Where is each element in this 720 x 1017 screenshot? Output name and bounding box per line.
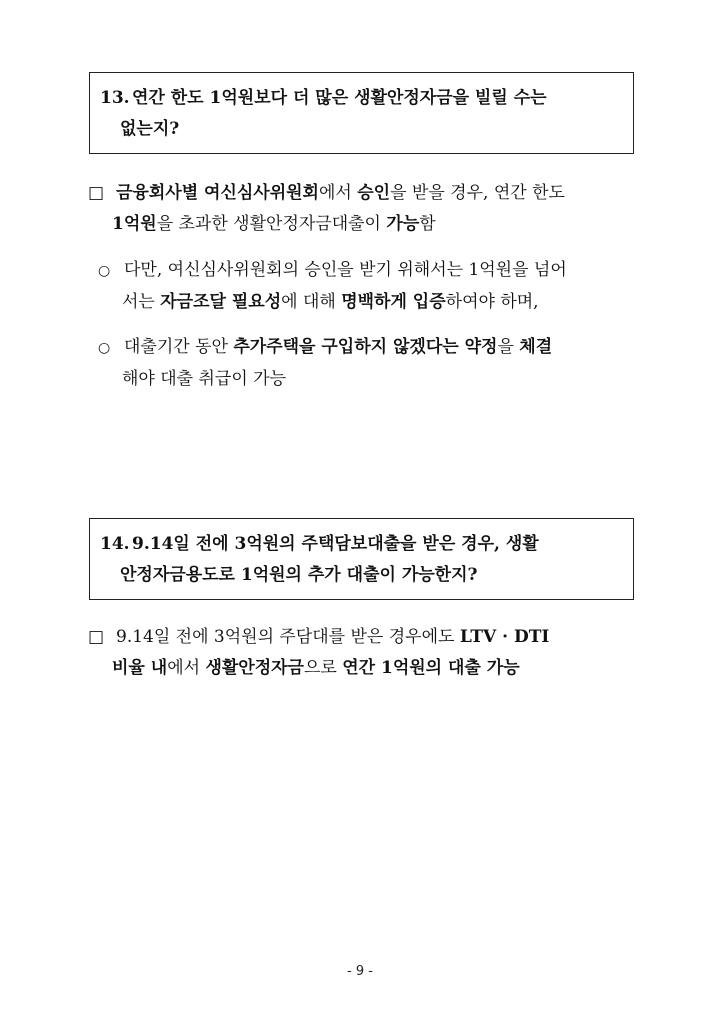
circle-bullet-icon: ○ [98, 340, 111, 356]
answer-14: □ 9.14일 전에 3억원의 주담대를 받은 경우에도 LTV · DTI 비율 내에서 생활안정자금으로 연간 1억원의 대출 가능 [88, 622, 636, 684]
answer-13-sub-1: ○ 다만, 여신심사위원회의 승인을 받기 위해서는 1억원을 넘어 서는 자금조달 필요성에 대해 명백하게 입증하여야 하며, [98, 255, 636, 318]
question-14-box [89, 518, 634, 600]
question-14-number: 14. [100, 534, 130, 554]
question-13-line1: 13. 연간 한도 1억원보다 더 많은 생활안정자금을 빌릴 수는 [100, 83, 621, 114]
answer-13: □ 금융회사별 여신심사위원회에서 승인을 받을 경우, 연간 한도 1억원을 초과한 생활안정자금대출이 가능함 [88, 178, 636, 240]
checkbox-square-icon: □ [88, 627, 105, 647]
answer-13-sub-2: ○ 대출기간 동안 추가주택을 구입하지 않겠다는 약정을 체결 해야 대출 취급이 가능 [98, 332, 636, 395]
question-14-line1: 14. 9.14일 전에 3억원의 주택담보대출을 받은 경우, 생활 [100, 529, 621, 560]
page-number: - 9 - [347, 964, 373, 979]
question-14-line2: 안정자금용도로 1억원의 추가 대출이 가능한지? [120, 565, 478, 585]
circle-bullet-icon: ○ [98, 263, 111, 279]
question-13-number: 13. [100, 88, 130, 108]
checkbox-square-icon: □ [88, 183, 105, 203]
question-13-box [89, 72, 634, 154]
question-13-line2: 없는지? [120, 119, 180, 139]
